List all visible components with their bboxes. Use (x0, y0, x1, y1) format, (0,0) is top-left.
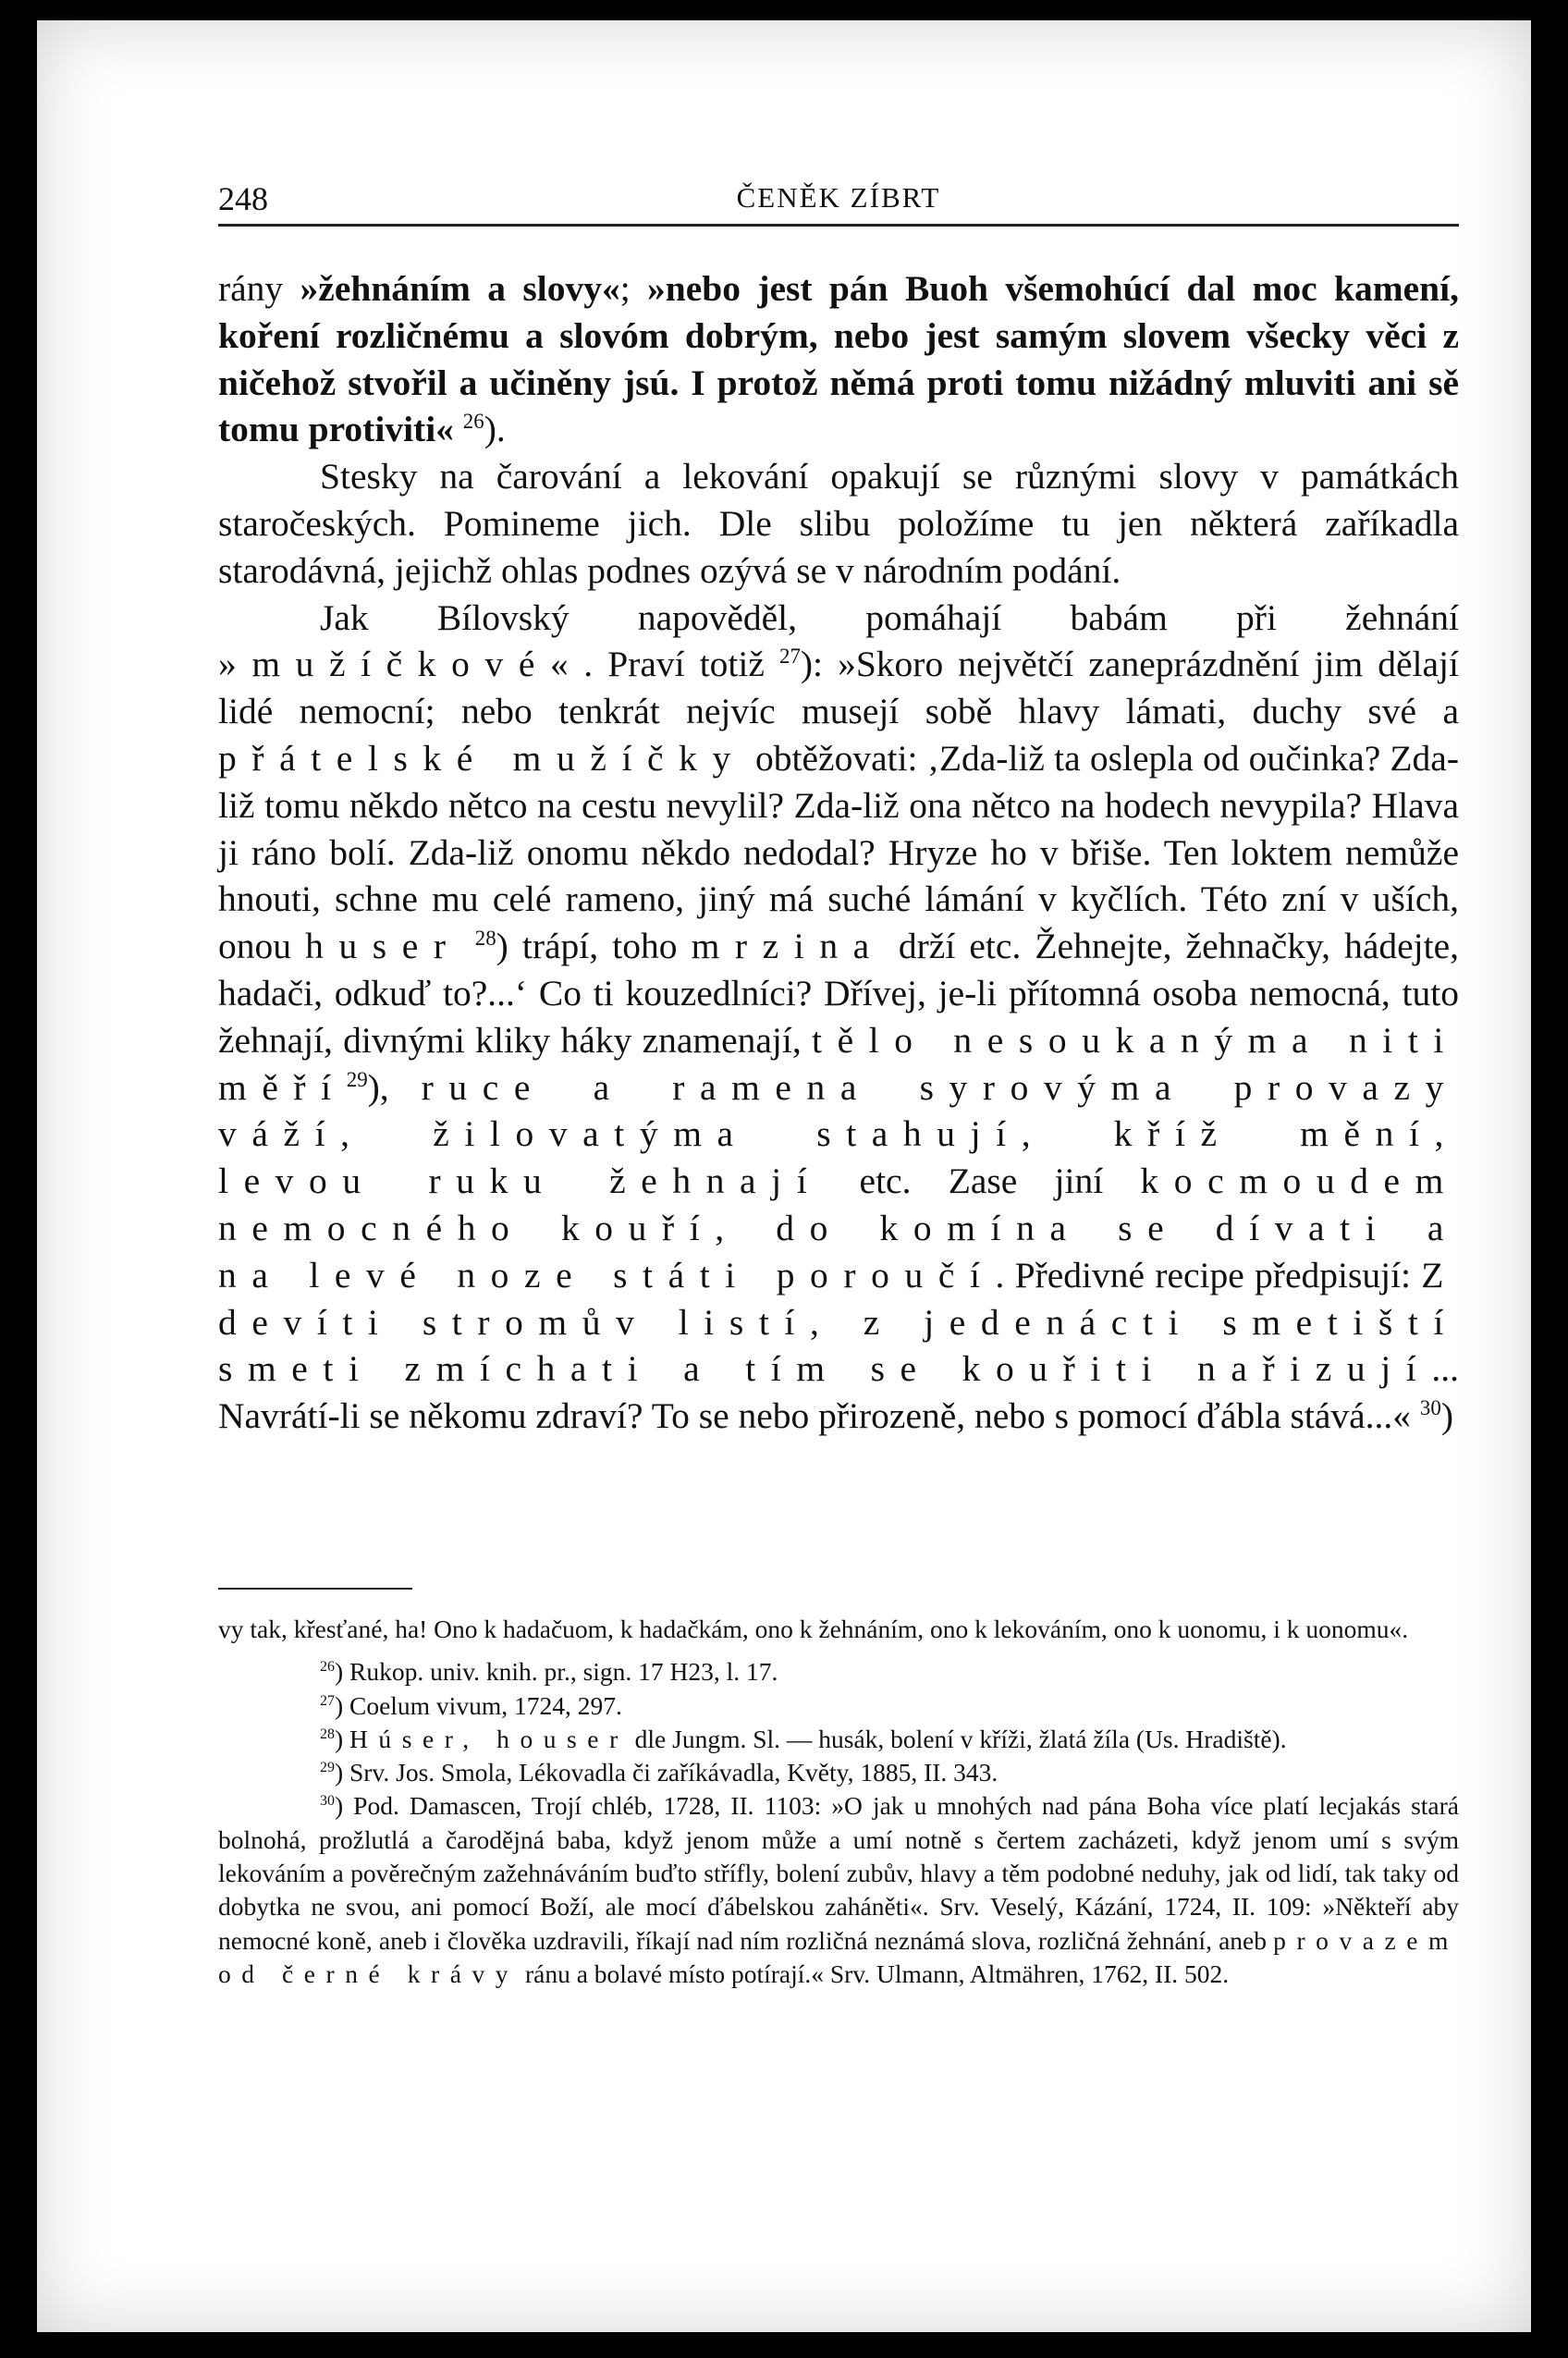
footnote (218, 1613, 1459, 1646)
text-run: ; (619, 268, 648, 309)
spaced-emphasis: huser (305, 926, 461, 967)
running-head: ČENĚK ZÍBRT (736, 181, 941, 214)
text-run: ) Rukop. univ. knih. pr., sign. 17 H23, l. 17. (334, 1657, 778, 1687)
spaced-emphasis: Húser, houser (349, 1724, 629, 1753)
text-run: ránu a bolavé místo potírají.« Srv. Ulmann, Altmähren, 1762, II. 502. (519, 1959, 1230, 1988)
text-run: ) trápí, toho (496, 926, 692, 967)
footnote-ref: 29 (346, 1067, 368, 1091)
footnote-ref: 27 (320, 1692, 335, 1709)
page-header (218, 168, 1459, 227)
text-run: etc. Zase jiní (822, 1161, 1141, 1202)
footnote (218, 1756, 1459, 1789)
quotation: »žehnáním a slovy« (300, 268, 620, 309)
footnote (218, 1789, 1459, 1991)
text-run: ). (484, 409, 506, 450)
footnote (218, 1723, 1459, 1756)
spaced-emphasis: »mužíčkové« (218, 644, 584, 685)
quotation: »nebo jest pán Buoh všemohúcí dal moc kamení, koření rozličnému a slovóm dobrým, nebo jest samým slovem všecky věci z ničehož stvořil a učiněny jsú. I protož němá proti tomu nižádný mluviti ani sě tomu protiviti« (218, 268, 1459, 450)
footnote-ref: 30 (1419, 1395, 1441, 1419)
paragraph (218, 265, 1459, 453)
text-run: ) Srv. Jos. Smola, Lékovadla či zaříkávadla, Květy, 1885, II. 343. (334, 1758, 998, 1787)
footnote (218, 1655, 1459, 1689)
text-run: ), (367, 1066, 422, 1108)
footnote-ref: 26 (462, 410, 484, 434)
text-run: ... Navrátí-li se někomu zdraví? To se nebo přirozeně, nebo s pomocí ďábla stává...« (218, 1348, 1459, 1437)
footnote (218, 1689, 1459, 1723)
text-run: ) (1440, 1395, 1453, 1437)
text-run: ): »Skoro největčí zaneprázdnění jim dělají lidé nemocní; nebo tenkrát nejvíc musejí sobě hlavy lámati, duchy své a (218, 644, 1460, 732)
text-run: ) Pod. Damascen, Trojí chléb, 1728, II. 1103: »O jak u mnohých nad pána Boha více platí lecjakás stará bolnohá, prožlutlá a čarodějná baba, když jenom může a umí notně s čertem zacházeti, když jenom umí s svým lekováním a pověrečným zažehnáváním buďto střífly, bolení zubův, hlavy a těm podobné neduhy, jak od lidí, tak taky od dobytka ne svou, ani pomocí Boží, ale mocí ďábelskou zaháněti«. Srv. Veselý, Kázání, 1724, II. 109: »Někteří aby nemocné koně, aneb i člověka uzdravili, říkají nad ním rozličná neznámá slova, rozličná žehnání, aneb (218, 1791, 1459, 1955)
spaced-emphasis: tělo nesoukanýma niti měří (218, 1019, 1459, 1108)
footnote-ref: 27 (778, 645, 801, 669)
text-run: . Praví totiž (583, 644, 779, 685)
text-run (454, 409, 463, 449)
text-run: obtěžovati: ‚Zda-liž ta oslepla od oučinka? Zda-liž tomu někdo nětco na cestu nevylil? Zda-liž ona nětco na hodech nevypila? Hlava ji ráno bolí. Zda-liž onomu někdo nedodal? Hryze ho v břiše. Ten loktem nemůže hnouti, schne mu celé rameno, jiný má suché lámání v kyčlích. Této zní v uších, onou (218, 737, 1459, 967)
footnote-ref: 30 (320, 1793, 335, 1810)
text-run: ) Coelum vivum, 1724, 297. (334, 1690, 622, 1720)
paragraph (218, 595, 1459, 1440)
spaced-emphasis: provazem od černé krávy (218, 1925, 1459, 1988)
book-page (37, 20, 1531, 2332)
text-run: . Předivné recipe předpisují: (995, 1254, 1422, 1296)
body-text (218, 265, 1459, 1440)
footnote-divider (218, 1588, 412, 1590)
footnotes (218, 1613, 1459, 1991)
spaced-emphasis: přátelské mužíčky (218, 737, 746, 779)
footnote-ref: 29 (320, 1760, 335, 1776)
text-run (461, 926, 475, 966)
text-run: drží etc. Žehnejte, žehnačky, hádejte, hadači, odkuď to?...‘ Co ti kouzedlníci? Dřívej, je-li přítomná osoba nemocná, tuto žehnají, divnými kliky háky znamenají, (218, 926, 1460, 1061)
footnote-ref: 26 (320, 1659, 335, 1676)
spaced-emphasis: kocmoudem nemocného kouří, do komína se dívati a na levé noze státi poroučí (218, 1161, 1459, 1296)
page-number: 248 (218, 180, 268, 217)
text-run: ) (334, 1724, 349, 1753)
text-run: dle Jungm. Sl. — husák, bolení v kříži, žlatá žíla (Us. Hradiště). (628, 1724, 1287, 1753)
footnote-ref: 28 (474, 927, 496, 950)
text-run: Stesky na čarování a lekování opakují se různými slovy v památkách staročeských. Pomineme jich. Dle slibu položíme tu jen některá zaříkadla starodávná, jejichž ohlas podnes ozývá se v národním podání. (218, 456, 1459, 591)
spaced-emphasis: ruce a ramena syrovýma provazy váží, žilovatýma stahují, kříž mění, levou ruku žehnají (218, 1066, 1459, 1202)
footnote-ref: 28 (320, 1726, 335, 1742)
spaced-emphasis: Z devíti stromův listí, z jedenácti smetiští smeti zmíchati a tím se kouřiti nařizují (218, 1254, 1459, 1390)
text-run: Jak Bílovský napověděl, pomáhají babám při žehnání (320, 596, 1459, 638)
paragraph (218, 453, 1459, 594)
text-run: vy tak, křesťané, ha! Ono k hadačuom, k hadačkám, ono k žehnáním, ono k lekováním, ono k uonomu, i k uonomu«. (218, 1615, 1409, 1643)
text-run: rány (218, 268, 300, 309)
spaced-emphasis: mrzina (691, 926, 885, 967)
